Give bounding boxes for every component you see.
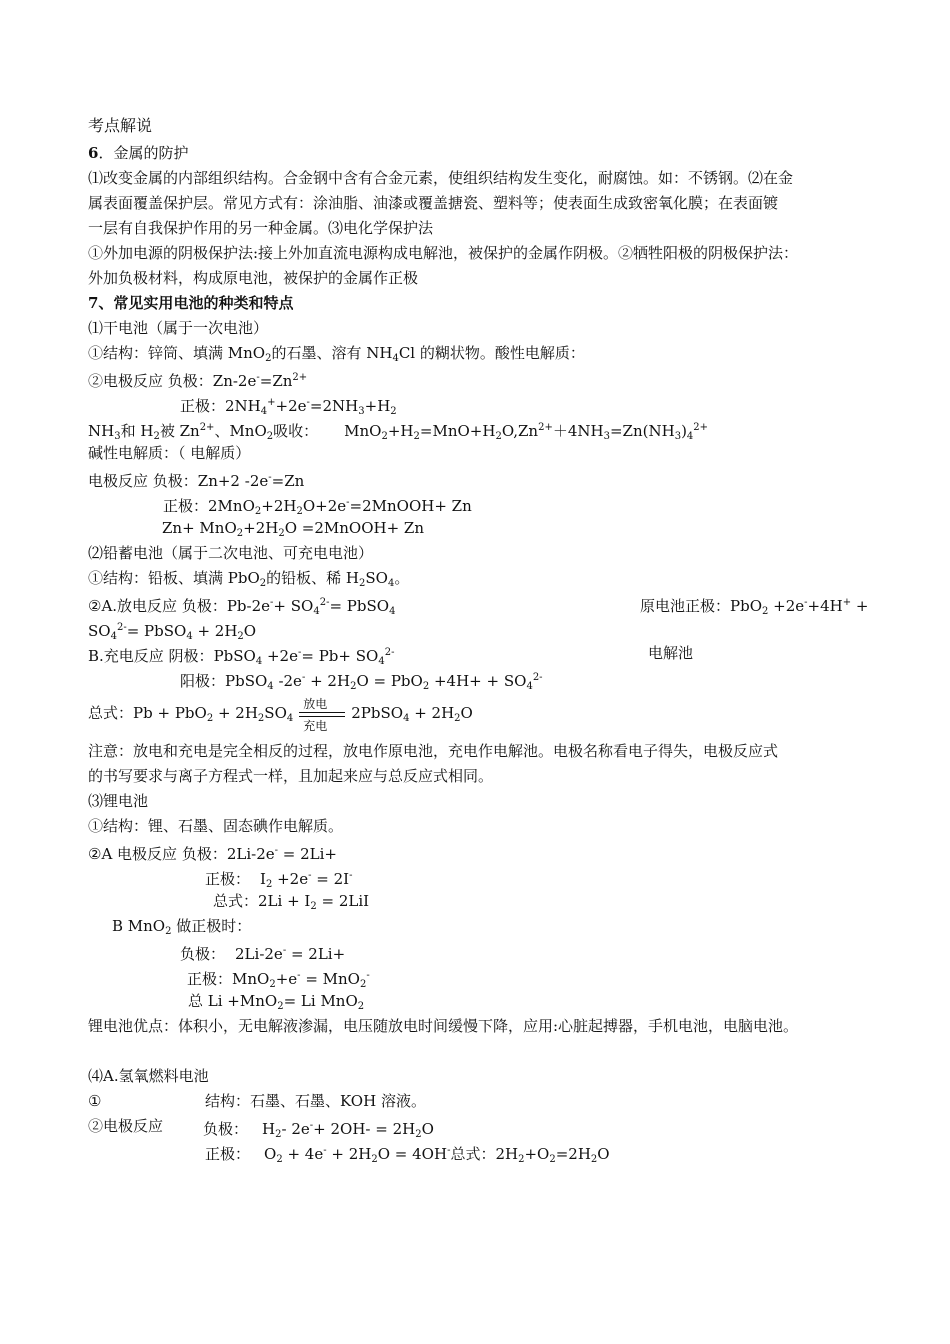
fuel-cell-positive: 正极： $O_2 + 4e^- + 2H_2O = 4OH^-$总式：$2H_2+O_2=2H_2O$ — [205, 1145, 610, 1165]
dry-cell-positive: 正极：$2NH_4^++2e^-=2NH_3+H_2$ — [180, 397, 397, 417]
section-6-number: 6 — [88, 144, 99, 162]
lithium-a-total: 总式：$2Li + I_2 = 2LiI$ — [213, 892, 370, 912]
lithium-b-negative: 负极： 2Li-2e- = 2Li+ — [180, 945, 346, 963]
dry-cell-absorption: $NH_3$和 $H_2$被 $Zn^{2+}$、MnO$_2$吸收： $MnO_2+H_2=MnO+H_2O,Zn^{2+}+4NH_3=Zn(NH_3)_4^{2+}$ — [88, 422, 709, 442]
reversible-arrow: 放电 充电 — [299, 703, 345, 725]
alkaline-positive: 正极：$2MnO_2+2H_2O+2e^-=2MnOOH+ Zn$ — [163, 497, 472, 517]
alkaline-total: $Zn+ MnO_2+2H_2O$ =2MnOOH+ Zn — [162, 519, 424, 539]
lithium-structure: ①结构：锂、石墨、固态碘作电解质。 — [88, 817, 344, 835]
section-6-line-1: ⑴改变金属的内部组织结构。合金钢中含有合金元素，使组织结构发生变化，耐腐蚀。如：不锈钢。⑵在金 — [88, 169, 794, 187]
lithium-title: ⑶锂电池 — [88, 792, 149, 810]
lead-acid-anode: 阳极：PbSO$_4$ $-2e^- + 2H_2O = PbO_2 +4H+ + SO_4^{2-}$ — [180, 672, 543, 692]
lead-acid-cathode-cont: $SO_4^{2-}=$ PbSO$_4$ + $2H_2O$ — [88, 622, 257, 642]
fuel-cell-title: ⑷A.氢氧燃料电池 — [88, 1067, 209, 1085]
section-6-title — [88, 143, 188, 163]
note-line-2: 的书写要求与离子方程式一样，且加起来应与总反应式相同。 — [88, 767, 494, 785]
lithium-b-title: B MnO$_2$ 做正极时： — [112, 917, 252, 937]
dry-cell-title: ⑴干电池（属于一次电池） — [88, 319, 269, 337]
lithium-b-total: 总 Li +MnO$_2$= Li MnO$_2$ — [188, 992, 365, 1012]
fuel-cell-negative: 负极： $H_2-$ $2e^-+ 2OH- = 2H_2O$ — [203, 1120, 434, 1140]
note-line-1: 注意：放电和充电是完全相反的过程，放电作原电池，充电作电解池。电极名称看电子得失，电极反应式 — [88, 742, 779, 760]
section-7-title: 7、常见实用电池的种类和特点 — [88, 294, 294, 312]
lead-acid-total: 总式：$Pb + PbO_2 + 2H_2SO_4$ 放电 充电 2PbSO$_4$ + $2H_2O$ — [88, 697, 473, 733]
heading: 考点解说 — [88, 116, 153, 135]
dry-cell-structure: ①结构：锌筒、填满 MnO$_2$的石墨、溶有 $NH_4Cl$ 的糊状物。酸性电解质： — [88, 344, 585, 364]
lead-acid-discharge: ②A.放电反应 负极：$Pb-2e^-+ SO_4^{2-}=$ PbSO$_4$ — [88, 597, 396, 617]
alkaline-electrolyte: 碱性电解质：（ 电解质） — [88, 444, 251, 462]
lithium-a-positive: 正极： $I_2 +2e^- = 2I^-$ — [205, 870, 353, 890]
lithium-a-negative: ②A 电极反应 负极：2Li-2e- = 2Li+ — [88, 845, 337, 863]
lead-acid-structure: ①结构：铅板、填满 PbO$_2$的铅板、稀 $H_2SO_4$。 — [88, 569, 410, 589]
fuel-cell-structure-num: ① — [88, 1092, 102, 1110]
fuel-cell-reaction-label: ②电极反应 — [88, 1117, 164, 1135]
lithium-advantages: 锂电池优点：体积小，无电解液渗漏，电压随放电时间缓慢下降，应用:心脏起搏器，手机电池，电脑电池。 — [88, 1017, 799, 1035]
lithium-b-positive: 正极：MnO$_2$+e- = MnO$_2$- — [187, 970, 370, 990]
fuel-cell-structure: 结构：石墨、石墨、KOH 溶液。 — [205, 1092, 426, 1110]
section-6-title-text: ．金属的防护 — [98, 144, 189, 162]
section-6-line-5: 外加负极材料，构成原电池，被保护的金属作正极 — [88, 269, 419, 287]
section-6-line-4: ①外加电源的阴极保护法:接上外加直流电源构成电解池，被保护的金属作阴极。②牺牲阳极的阴极保护法： — [88, 244, 799, 262]
lead-acid-cathode: 原电池正极：PbO$_2$ +2e-+4H+ + — [640, 597, 869, 617]
lead-acid-charge: B.充电反应 阴极：PbSO$_4$ $+2e^-= Pb+ SO_4^{2-}$ — [88, 647, 395, 667]
alkaline-negative: 电极反应 负极：Zn+2 -2e-=Zn — [88, 472, 305, 490]
electrolytic-cell-label: 电解池 — [648, 644, 694, 662]
section-6-line-2: 属表面覆盖保护层。常见方式有：涂油脂、油漆或覆盖搪瓷、塑料等；使表面生成致密氧化膜；在表面镀 — [88, 194, 779, 212]
section-6-line-3: 一层有自我保护作用的另一种金属。⑶电化学保护法 — [88, 219, 434, 237]
dry-cell-negative: ②电极反应 负极：$Zn-2e^-=Zn^{2+}$ — [88, 372, 308, 390]
lead-acid-title: ⑵铅蓄电池（属于二次电池、可充电电池） — [88, 544, 374, 562]
